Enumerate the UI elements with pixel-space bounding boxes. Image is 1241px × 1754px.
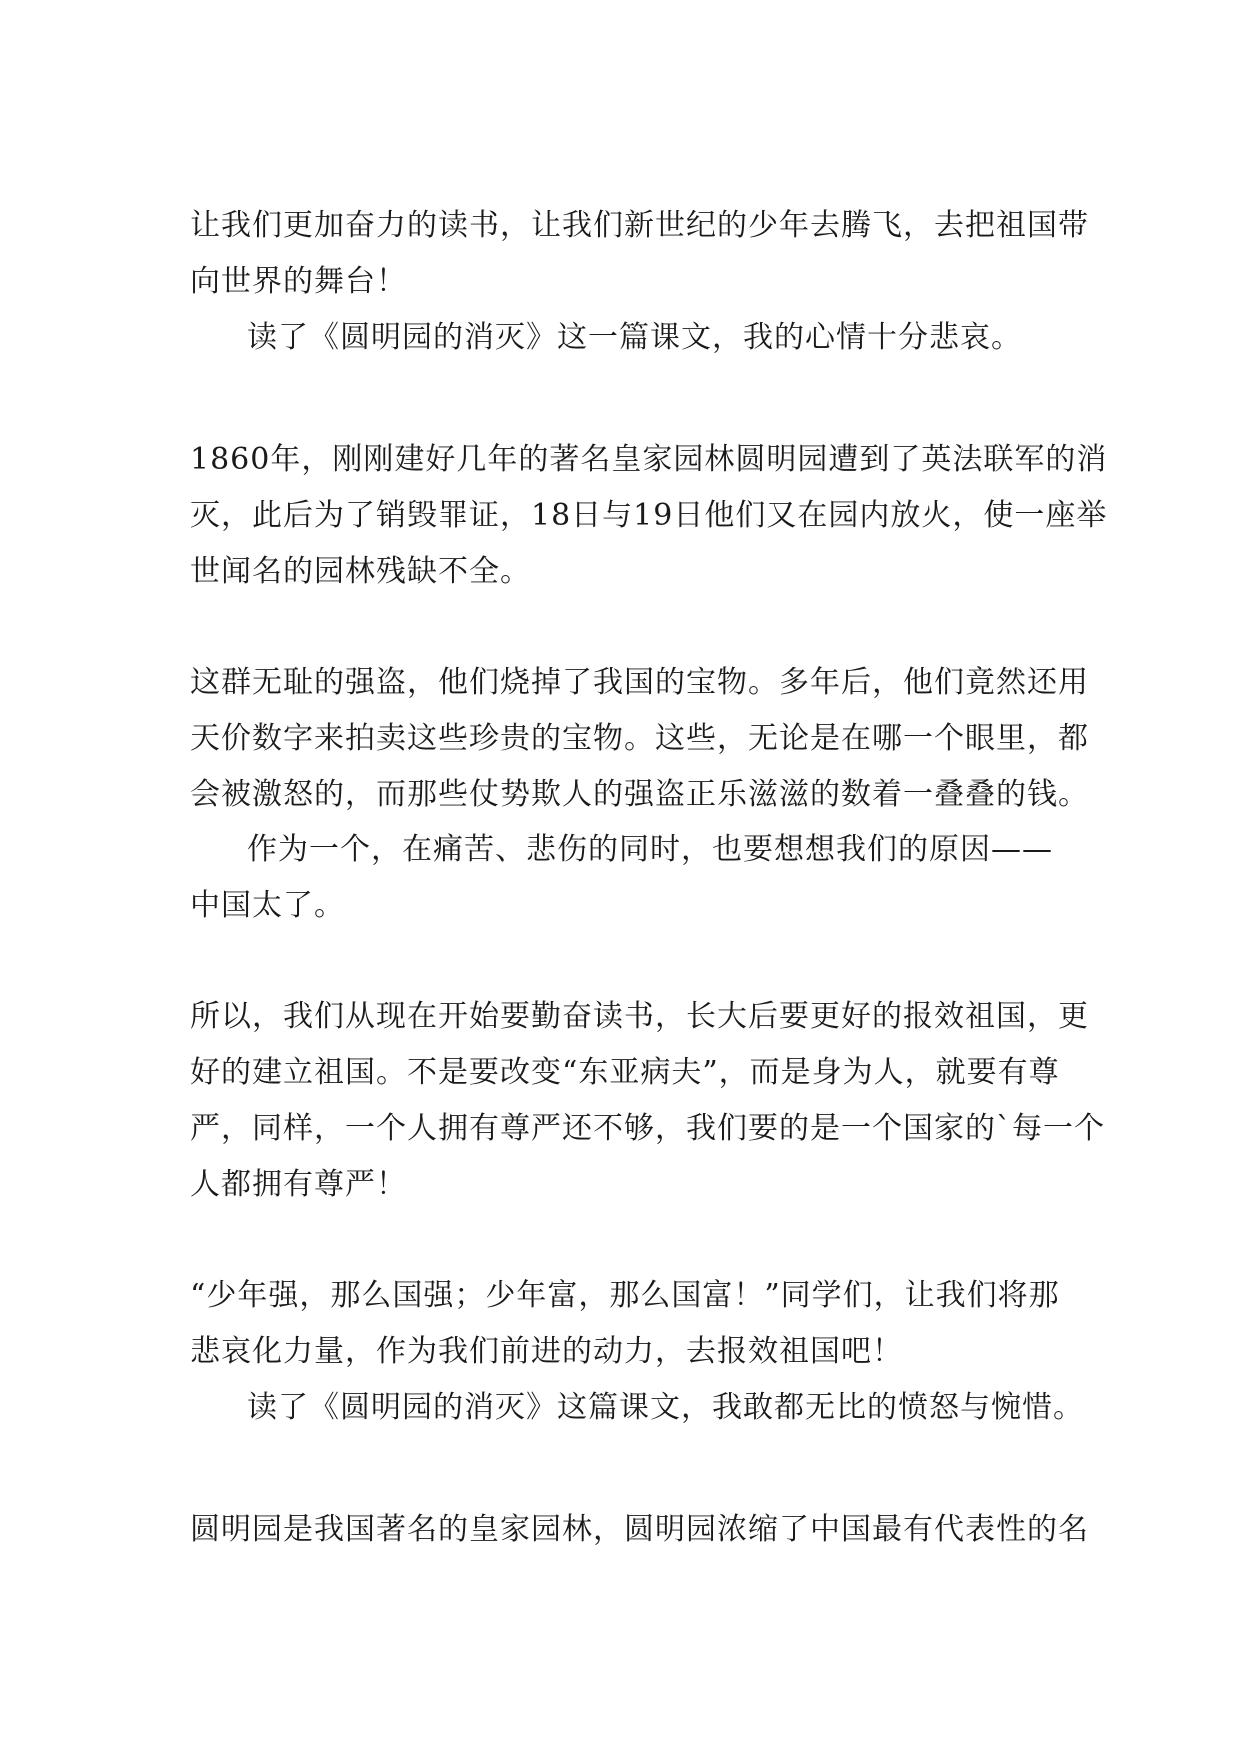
text-line: 严，同样，一个人拥有尊严还不够，我们要的是一个国家的`每一个	[190, 1111, 1105, 1146]
text-line: 向世界的舞台！	[190, 264, 407, 299]
text-line: 读了《圆明园的消灭》这一篇课文，我的心情十分悲哀。	[247, 320, 1022, 355]
text-line: 所以，我们从现在开始要勤奋读书，长大后要更好的报效祖国，更	[190, 999, 1089, 1034]
text-line: 悲哀化力量，作为我们前进的动力，去报效祖国吧！	[190, 1334, 903, 1369]
text-line: 好的建立祖国。不是要改变“东亚病夫”，而是身为人，就要有尊	[190, 1055, 1060, 1090]
text-line: 人都拥有尊严！	[190, 1167, 407, 1202]
text-line: “少年强，那么国强；少年富，那么国富！”同学们，让我们将那	[190, 1278, 1060, 1313]
text-line: 作为一个，在痛苦、悲伤的同时，也要想想我们的原因——	[247, 832, 1053, 867]
text-line: 圆明园是我国著名的皇家园林，圆明园浓缩了中国最有代表性的名	[190, 1512, 1089, 1547]
text-line: 灭，此后为了销毁罪证，18日与19日他们又在园内放火，使一座举	[190, 498, 1108, 533]
text-line: 世闻名的园林残缺不全。	[190, 554, 531, 589]
text-line: 这群无耻的强盗，他们烧掉了我国的宝物。多年后，他们竟然还用	[190, 665, 1089, 700]
text-line: 让我们更加奋力的读书，让我们新世纪的少年去腾飞，去把祖国带	[190, 208, 1089, 243]
text-line: 中国太了。	[190, 888, 345, 923]
text-line: 会被激怒的，而那些仗势欺人的强盗正乐滋滋的数着一叠叠的钱。	[190, 777, 1089, 812]
text-line: 天价数字来拍卖这些珍贵的宝物。这些，无论是在哪一个眼里，都	[190, 721, 1089, 756]
text-line: 1860年，刚刚建好几年的著名皇家园林圆明园遭到了英法联军的消	[190, 442, 1108, 477]
text-line: 读了《圆明园的消灭》这篇课文，我敢都无比的愤怒与惋惜。	[247, 1390, 1084, 1425]
